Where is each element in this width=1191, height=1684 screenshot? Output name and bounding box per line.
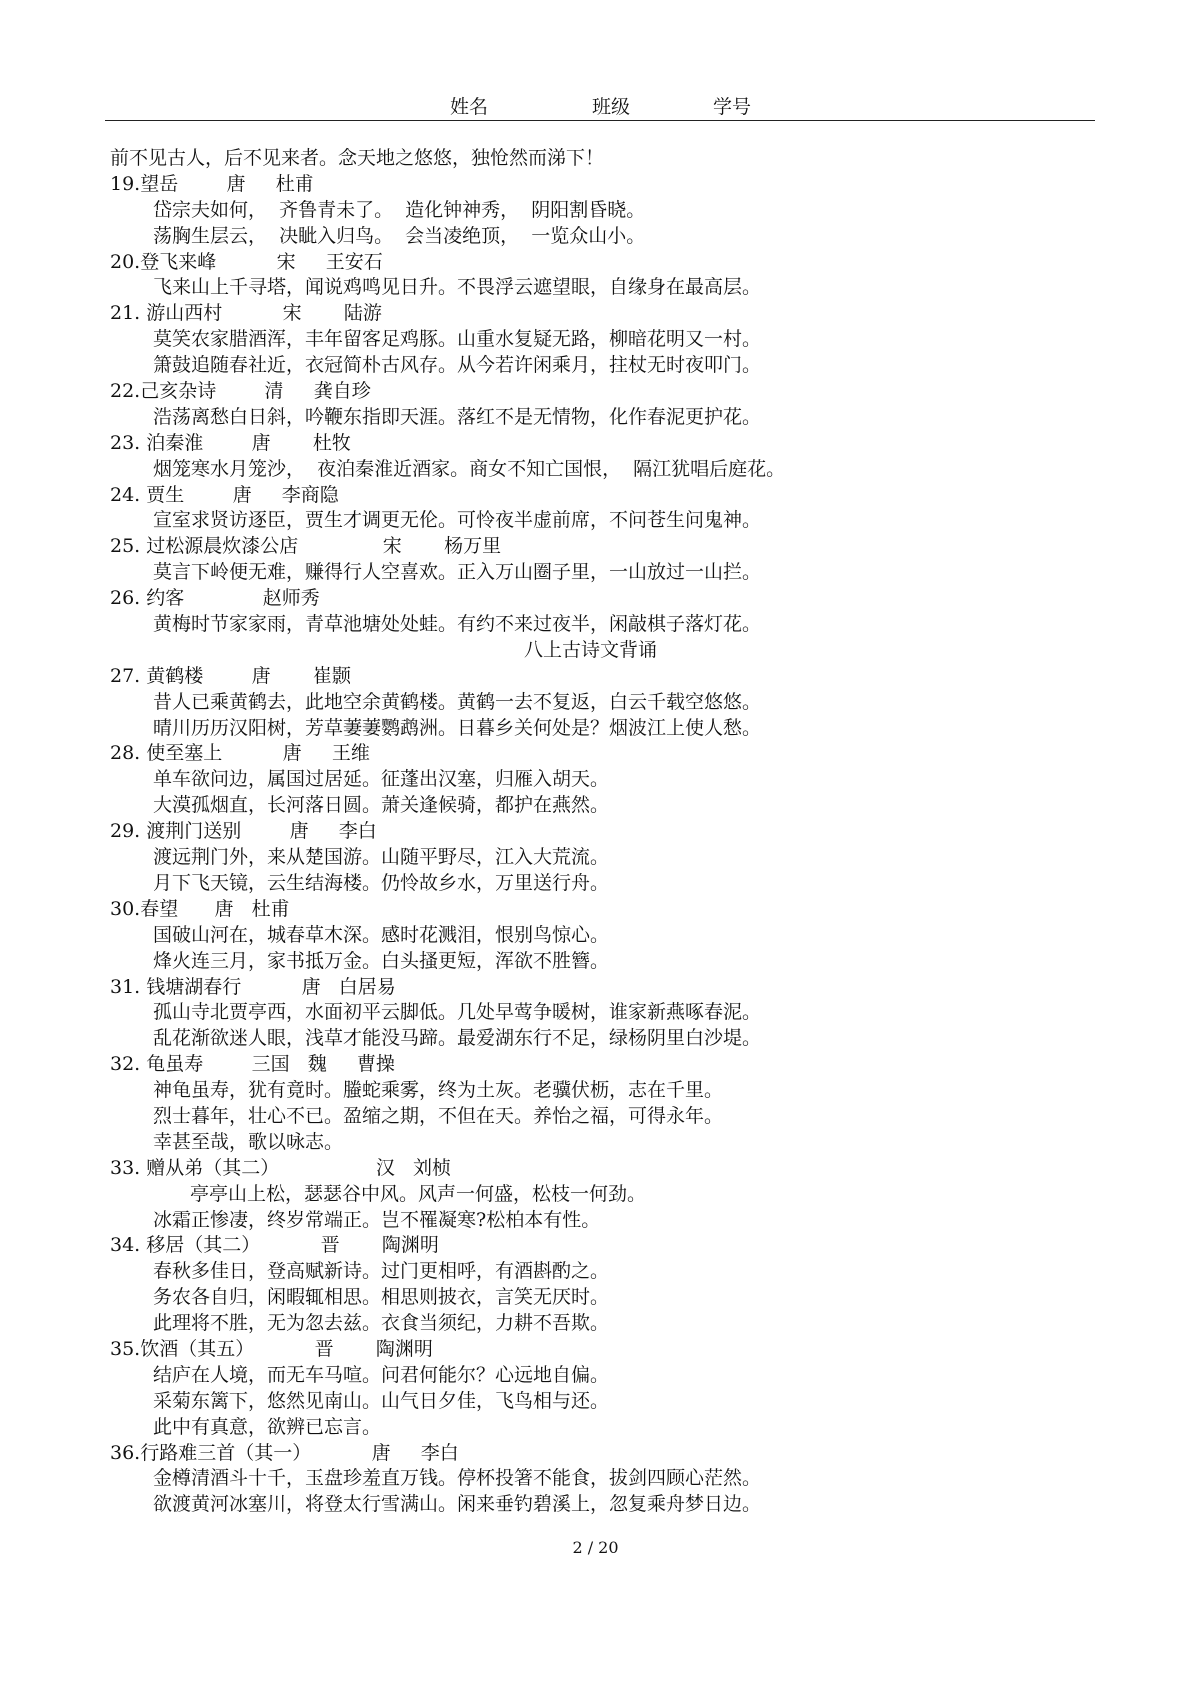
poem-title-line: 22.己亥杂诗 清 龚自珍 bbox=[110, 380, 371, 403]
poem-line: 亭亭山上松，瑟瑟谷中风。风声一何盛，松枝一何劲。 bbox=[190, 1182, 647, 1205]
poem-line: 金樽清酒斗十千，玉盘珍羞直万钱。停杯投箸不能食，拔剑四顾心茫然。 bbox=[153, 1467, 762, 1490]
poem-title-line: 26. 约客 赵师秀 bbox=[110, 587, 320, 610]
poem-line: 乱花渐欲迷人眼，浅草才能没马蹄。最爱湖东行不足，绿杨阴里白沙堤。 bbox=[153, 1027, 762, 1050]
poem-line: 烈士暮年，壮心不已。盈缩之期，不但在天。养怡之福，可得永年。 bbox=[153, 1104, 724, 1127]
poem-line: 务农各自归，闲暇辄相思。相思则披衣，言笑无厌时。 bbox=[153, 1286, 610, 1309]
poem-line: 烽火连三月，家书抵万金。白头搔更短，浑欲不胜簪。 bbox=[153, 949, 610, 972]
poem-title-line: 34. 移居（其二） 晋 陶渊明 bbox=[110, 1234, 439, 1257]
poem-line: 春秋多佳日，登高赋新诗。过门更相呼，有酒斟酌之。 bbox=[153, 1260, 610, 1283]
poem-title-line: 29. 渡荆门送别 唐 李白 bbox=[110, 820, 377, 843]
poem-title-line: 30.春望 唐 杜甫 bbox=[110, 897, 290, 920]
student-id-label: 学号 bbox=[713, 96, 752, 118]
poem-line: 幸甚至哉，歌以咏志。 bbox=[153, 1130, 344, 1153]
poem-line: 岱宗夫如何， 齐鲁青未了。 造化钟神秀， 阴阳割昏晓。 bbox=[153, 198, 646, 221]
poem-title-line: 25. 过松源晨炊漆公店 宋 杨万里 bbox=[110, 535, 502, 558]
poem-line: 大漠孤烟直，长河落日圆。萧关逢候骑，都护在燕然。 bbox=[153, 794, 610, 817]
poem-title-line: 20.登飞来峰 宋 王安石 bbox=[110, 250, 383, 273]
poem-line: 神龟虽寿，犹有竟时。螣蛇乘雾，终为土灰。老骥伏枥，志在千里。 bbox=[153, 1079, 724, 1102]
poem-title-line: 32. 龟虽寿 三国 魏 曹操 bbox=[110, 1053, 395, 1076]
page-number: 2 / 20 bbox=[572, 1538, 619, 1557]
poem-title-line: 前不见古人，后不见来者。念天地之悠悠，独怆然而涕下！ bbox=[110, 147, 605, 169]
poem-line: 采菊东篱下，悠然见南山。山气日夕佳，飞鸟相与还。 bbox=[153, 1389, 610, 1412]
poem-title-line: 21. 游山西村 宋 陆游 bbox=[110, 302, 382, 325]
poem-line: 单车欲问边，属国过居延。征蓬出汉塞，归雁入胡天。 bbox=[153, 768, 610, 791]
poem-title-line: 31. 钱塘湖春行 唐 白居易 bbox=[110, 975, 396, 998]
poem-line: 荡胸生层云， 决眦入归鸟。 会当凌绝顶， 一览众山小。 bbox=[153, 224, 646, 247]
poem-line: 结庐在人境，而无车马喧。问君何能尔？心远地自偏。 bbox=[153, 1363, 610, 1386]
poem-text-body bbox=[110, 146, 1090, 1518]
poem-line: 晴川历历汉阳树，芳草萋萋鹦鹉洲。日暮乡关何处是？烟波江上使人愁。 bbox=[153, 716, 762, 739]
poem-line: 浩荡离愁白日斜，吟鞭东指即天涯。落红不是无情物，化作春泥更护花。 bbox=[153, 405, 762, 428]
poem-title-line: 23. 泊秦淮 唐 杜牧 bbox=[110, 431, 351, 454]
poem-line: 月下飞天镜，云生结海楼。仍怜故乡水，万里送行舟。 bbox=[153, 871, 610, 894]
name-label: 姓名 bbox=[450, 96, 489, 118]
poem-title-line: 35.饮酒（其五） 晋 陶渊明 bbox=[110, 1337, 433, 1360]
poem-line: 莫笑农家腊酒浑，丰年留客足鸡豚。山重水复疑无路，柳暗花明又一村。 bbox=[153, 328, 762, 351]
page-header bbox=[105, 88, 1095, 121]
poem-line: 冰霜正惨凄，终岁常端正。岂不罹凝寒?松柏本有性。 bbox=[153, 1208, 601, 1231]
poem-title-line: 24. 贾生 唐 李商隐 bbox=[110, 483, 339, 506]
poem-line: 欲渡黄河冰塞川，将登太行雪满山。闲来垂钓碧溪上，忽复乘舟梦日边。 bbox=[153, 1493, 762, 1516]
poem-line: 此理将不胜，无为忽去兹。衣食当须纪，力耕不吾欺。 bbox=[153, 1312, 610, 1335]
poem-line: 孤山寺北贾亭西，水面初平云脚低。几处早莺争暖树，谁家新燕啄春泥。 bbox=[153, 1001, 762, 1024]
class-label: 班级 bbox=[592, 96, 631, 118]
poem-title-line: 33. 赠从弟（其二） 汉 刘桢 bbox=[110, 1156, 452, 1179]
section-heading: 八上古诗文背诵 bbox=[524, 638, 658, 661]
poem-title-line: 28. 使至塞上 唐 王维 bbox=[110, 742, 370, 765]
poem-line: 此中有真意，欲辨已忘言。 bbox=[153, 1415, 382, 1438]
poem-title-line: 36.行路难三首（其一） 唐 李白 bbox=[110, 1441, 459, 1464]
poem-line: 箫鼓追随春社近，衣冠简朴古风存。从今若许闲乘月，拄杖无时夜叩门。 bbox=[153, 354, 762, 377]
poem-line: 渡远荆门外，来从楚国游。山随平野尽，江入大荒流。 bbox=[153, 846, 610, 869]
poem-line: 国破山河在，城春草木深。感时花溅泪，恨别鸟惊心。 bbox=[153, 923, 610, 946]
poem-line: 飞来山上千寻塔，闻说鸡鸣见日升。不畏浮云遮望眼，自缘身在最高层。 bbox=[153, 276, 762, 299]
poem-title-line: 19.望岳 唐 杜甫 bbox=[110, 172, 314, 195]
poem-line: 莫言下岭便无难，赚得行人空喜欢。正入万山圈子里，一山放过一山拦。 bbox=[153, 561, 762, 584]
poem-line: 昔人已乘黄鹤去，此地空余黄鹤楼。黄鹤一去不复返，白云千载空悠悠。 bbox=[153, 690, 762, 713]
poem-line: 宣室求贤访逐臣，贾生才调更无伦。可怜夜半虚前席，不问苍生问鬼神。 bbox=[153, 509, 762, 532]
poem-line: 黄梅时节家家雨，青草池塘处处蛙。有约不来过夜半，闲敲棋子落灯花。 bbox=[153, 613, 762, 636]
poem-title-line: 27. 黄鹤楼 唐 崔颢 bbox=[110, 664, 351, 687]
poem-line: 烟笼寒水月笼沙， 夜泊秦淮近酒家。商女不知亡国恨， 隔江犹唱后庭花。 bbox=[153, 457, 786, 480]
